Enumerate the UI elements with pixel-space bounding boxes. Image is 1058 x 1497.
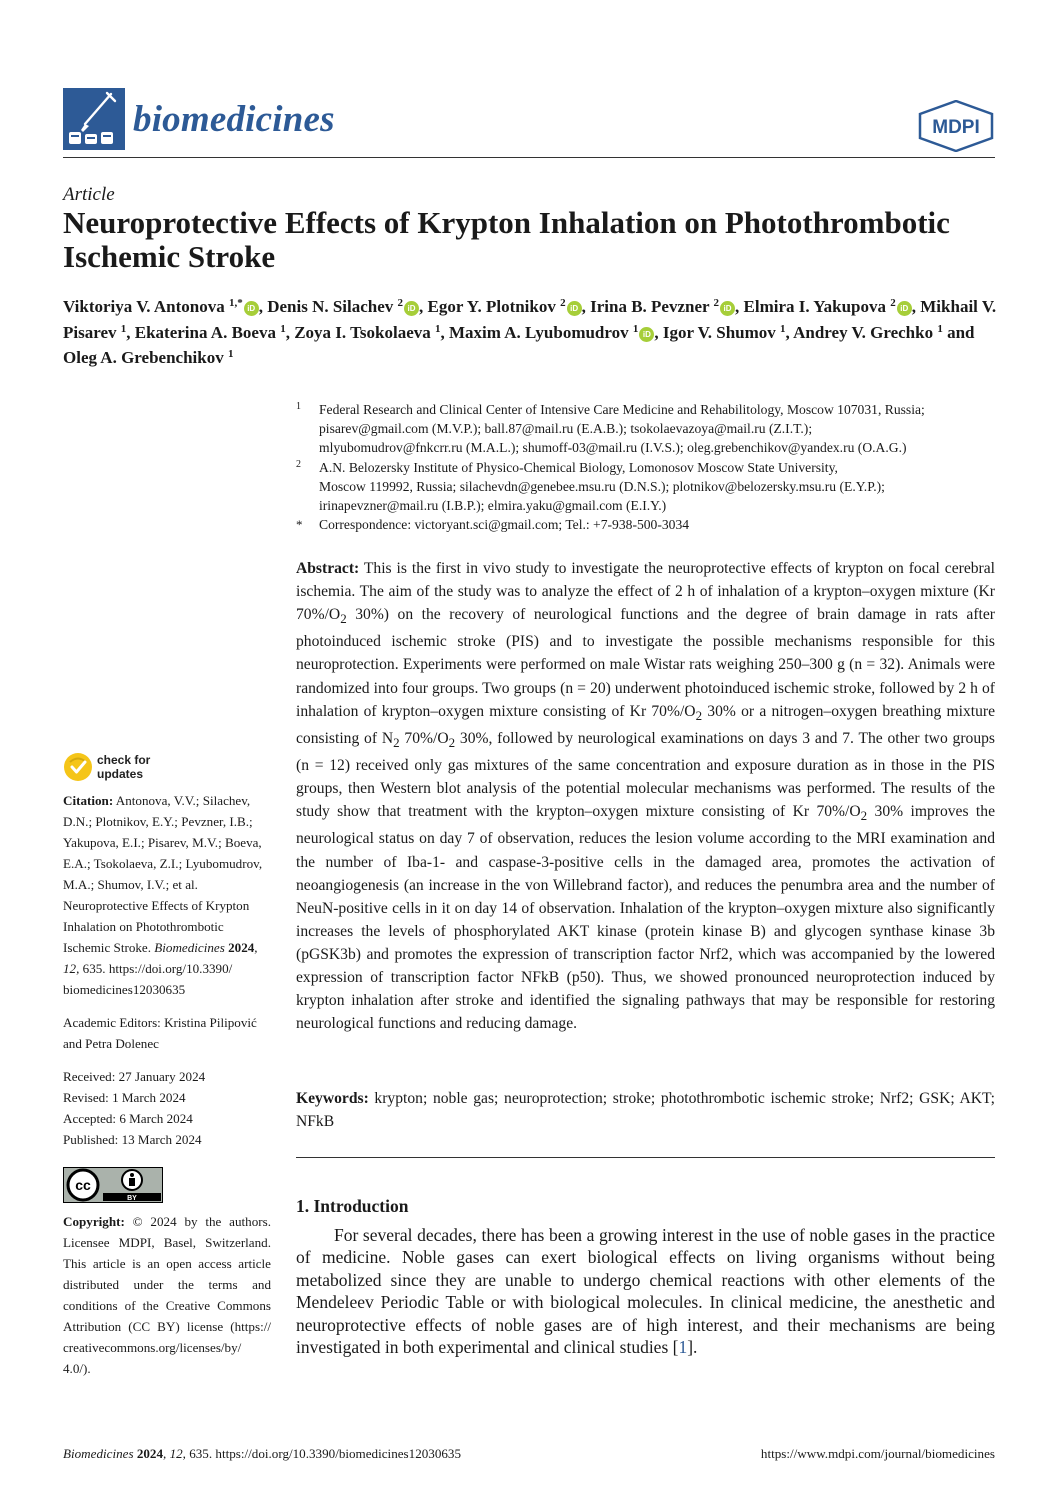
publication-dates	[63, 1066, 271, 1150]
author-affiliation-mark: 1	[434, 322, 441, 335]
author-separator: ,	[285, 322, 295, 342]
article-title: Neuroprotective Effects of Krypton Inhalation on Photothrombotic Ischemic Stroke	[63, 205, 950, 274]
section-heading: 1. Introduction	[296, 1196, 409, 1216]
citation-block: Citation: Antonova, V.V.; Silachev, D.N.; Plotnikov, E.Y.; Pevzner, I.B.; Yakupova, E.I.; Pisarev, M.V.; Boeva, E.A.; Tsokolaeva, Z.I.; Lyubomudrov, M.A.; Shumov, I.V.; et al. Neuroprotective Effects of Krypton Inhalation on Photothrombotic Ischemic Stroke. Biomedicines 2024, 12, 635. https://doi.org/10.3390/ biomedicines12030635	[63, 793, 263, 997]
author-affiliation-mark: 2	[397, 297, 404, 309]
author-name: Oleg A. Grebenchikov	[63, 348, 224, 367]
check-updates-line2: updates	[97, 767, 144, 781]
author-name: Andrey V. Grechko	[793, 322, 934, 342]
author-separator: ,	[785, 322, 794, 342]
author-affiliation-mark: 1	[780, 322, 786, 335]
affiliation-mark: *	[296, 517, 303, 533]
affiliation-line: mlyubomudrov@fnkcrr.ru (M.A.L.); shumoff-03@mail.ru (I.V.S.); oleg.grebenchikov@yandex.ru (O.A.G.)	[319, 440, 907, 456]
author-name: Elmira I. Yakupova	[743, 297, 887, 316]
author-separator: ,	[258, 297, 268, 316]
intro-paragraph: For several decades, there has been a growing interest in the use of noble gases in the practice of medicine. Noble gases can exert biological effects on living organisms without being metabolized since they are unable to undergo chemical reactions with other elements of the Mendeleev Periodic Table or with biological molecules. In clinical medicine, the anesthetic and neuroprotective effects of noble gases are of high interest, and their mechanisms are being investigated in both experimental and clinical studies [1].	[296, 1225, 995, 1358]
check-for-updates-badge[interactable]	[63, 752, 203, 784]
footer-citation: Biomedicines 2024, 12, 635. https://doi.org/10.3390/biomedicines12030635	[63, 1446, 462, 1461]
affiliation-mark: 2	[296, 458, 301, 470]
author-name: Irina B. Pevzner	[590, 297, 710, 316]
author-name: Viktoriya V. Antonova	[63, 297, 225, 316]
author-separator: ,	[440, 322, 449, 342]
affiliation-line: pisarev@gmail.com (M.V.P.); ball.87@mail.ru (E.A.B.); tsokolaevazoya@mail.ru (Z.I.T.);	[319, 421, 813, 437]
affiliation-line: Federal Research and Clinical Center of Intensive Care Medicine and Rehabilitology, Moscow 107031, Russia;	[319, 402, 925, 417]
footer-doi-link[interactable]: 635. https://doi.org/10.3390/biomedicines12030635	[185, 1446, 462, 1461]
author-name: Maxim A. Lyubomudrov	[448, 322, 629, 342]
author-separator: ,	[581, 297, 591, 316]
affiliation-line: irinapevzner@mail.ru (I.B.P.); elmira.yaku@gmail.com (E.I.Y.)	[319, 498, 667, 514]
date-revised: Revised: 1 March 2024	[63, 1090, 186, 1105]
author-name: Zoya I. Tsokolaeva	[294, 322, 431, 342]
author-affiliation-mark: 1	[120, 322, 127, 335]
orcid-icon[interactable]: iD	[639, 327, 654, 342]
citation-label: Citation:	[63, 793, 114, 808]
check-updates-line1: check for	[97, 753, 151, 767]
orcid-icon[interactable]: iD	[897, 301, 912, 316]
author-affiliation-mark: 2	[890, 297, 896, 309]
author-name: Mikhail V. Pisarev	[63, 297, 997, 342]
reference-link[interactable]: 1	[678, 1337, 688, 1358]
keywords-text: krypton; noble gas; neuroprotection; stroke; photothrombotic ischemic stroke; Nrf2; GSK; AKT; NFkB	[296, 1090, 995, 1131]
footer-journal-url[interactable]: https://www.mdpi.com/journal/biomedicines	[760, 1446, 995, 1461]
header-divider	[63, 157, 995, 158]
affiliation-item	[296, 400, 1001, 458]
check-updates-icon	[63, 752, 93, 782]
orcid-icon[interactable]: iD	[404, 301, 419, 316]
journal-name: biomedicines	[133, 99, 335, 140]
affiliation-mark: 1	[296, 401, 301, 412]
date-published: Published: 13 March 2024	[63, 1132, 202, 1147]
mdpi-logo-text: MDPI	[932, 117, 980, 138]
orcid-icon[interactable]: iD	[567, 301, 582, 316]
date-received: Received: 27 January 2024	[63, 1069, 206, 1084]
cc-by-license-icon[interactable]	[63, 1167, 163, 1203]
affiliation-line: Moscow 119992, Russia; silachevdn@genebee.msu.ru (D.N.S.); plotnikov@belozersky.msu.ru (E.Y.P.);	[319, 478, 885, 494]
author-affiliation-mark: 1	[227, 348, 234, 360]
affiliation-item	[296, 515, 1001, 534]
author-separator: ,	[654, 322, 663, 342]
author-list	[63, 294, 1003, 371]
section-divider	[296, 1157, 995, 1158]
author-separator: ,	[911, 297, 921, 316]
abstract	[296, 557, 995, 1035]
mdpi-logo[interactable]	[918, 100, 994, 152]
author-name: Ekaterina A. Boeva	[134, 322, 276, 342]
academic-editors: Academic Editors: Kristina Pilipović and Petra Dolenec	[63, 1015, 257, 1051]
author-separator: and	[942, 322, 975, 342]
dropper-vials-icon	[63, 88, 125, 150]
orcid-icon[interactable]: iD	[244, 301, 259, 316]
author-affiliation-mark: 1	[937, 322, 943, 335]
author-affiliation-mark: 1,*	[228, 297, 243, 309]
author-separator: ,	[419, 297, 428, 316]
by-label: BY	[127, 1195, 137, 1202]
author-affiliation-mark: 1	[280, 322, 286, 335]
citation-doi[interactable]: 635. https://doi.org/10.3390/ biomedicines12030635	[63, 961, 233, 997]
affiliation-line: A.N. Belozersky Institute of Physico-Chemical Biology, Lomonosov Moscow State University,	[319, 459, 838, 475]
author-affiliation-mark: 2	[713, 297, 720, 309]
orcid-icon[interactable]: iD	[720, 301, 735, 316]
keywords-label: Keywords:	[296, 1090, 369, 1107]
copyright-notice: Copyright: © 2024 by the authors. Licensee MDPI, Basel, Switzerland. This article is an open access article distributed under the terms and conditions of the Creative Commons Attribution (CC BY) license (https:// creativecommons.org/licenses/by/ 4.0/).	[63, 1214, 271, 1376]
abstract-label: Abstract:	[296, 560, 360, 577]
date-accepted: Accepted: 6 March 2024	[63, 1111, 193, 1126]
author-affiliation-mark: 1	[632, 322, 639, 335]
cc-label: cc	[75, 1177, 91, 1193]
article-type: Article	[63, 184, 115, 205]
author-separator: ,	[126, 322, 135, 342]
affiliation-line: Correspondence: victoryant.sci@gmail.com; Tel.: +7-938-500-3034	[319, 517, 690, 533]
author-name: Denis N. Silachev	[267, 297, 394, 316]
author-name: Egor Y. Plotnikov	[427, 297, 556, 316]
affiliations	[296, 400, 1001, 534]
author-affiliation-mark: 2	[560, 297, 566, 309]
author-separator: ,	[735, 297, 744, 316]
keywords	[296, 1087, 995, 1133]
affiliation-item	[296, 458, 1001, 516]
author-name: Igor V. Shumov	[662, 322, 776, 342]
abstract-text: This is the first in vivo study to investigate the neuroprotective effects of krypton on focal cerebral ischemia. The aim of the study was to analyze the effect of 2 h of inhalation of a krypton–oxygen mixture (Kr $70\%/O_2$ 30%) on the recovery of neurological functions and the degree of brain damage in rats after photoinduced ischemic stroke (PIS) and to investigate the possible mechanisms responsible for this neuroprotection. Experiments were performed on male Wistar rats weighing 250–300 g (n = 32). Animals were randomized into four groups. Two groups (n = 20) underwent photoinduced ischemic stroke, followed by 2 h of inhalation of krypton–oxygen mixture consisting of Kr $70\%/O_2$ 30% or a nitrogen–oxygen breathing mixture consisting of $N_2$ $70\%/O_2$ 30%, followed by neurological examinations on days 3 and 7. The other two groups (n = 12) received only gas mixtures of the same concentration and exposure duration as in those in the PIS groups, then Western blot analysis of the potential molecular mechanisms was performed. The results of the study show that treatment with the krypton–oxygen mixture consisting of Kr $70\%/O_2$ 30% improves the neurological status on day 7 of observation, reduces the lesion volume according to the MRI examination and the number of Iba-1- and caspase-3-positive cells in the damaged area, promotes the activation of neoangiogenesis (an increase in the von Willebrand factor), and reduces the penumbra area and the number of NeuN-positive cells in it on day 14 of observation. Inhalation of the krypton–oxygen mixture also significantly increases the levels of phosphorylated AKT kinase (protein kinase B) and glycogen synthase kinase 3b (pGSK3b) and promotes the expression of transcription factor Nrf2, which was accompanied by the lowered expression of transcription factor NFkB (p50). Thus, we showed pronounced neuroprotection induced by krypton inhalation after stroke and identified the signaling pathways that may be responsible for restoring neurological functions and reducing damage.	[296, 560, 996, 1033]
copyright-label: Copyright:	[63, 1214, 125, 1229]
